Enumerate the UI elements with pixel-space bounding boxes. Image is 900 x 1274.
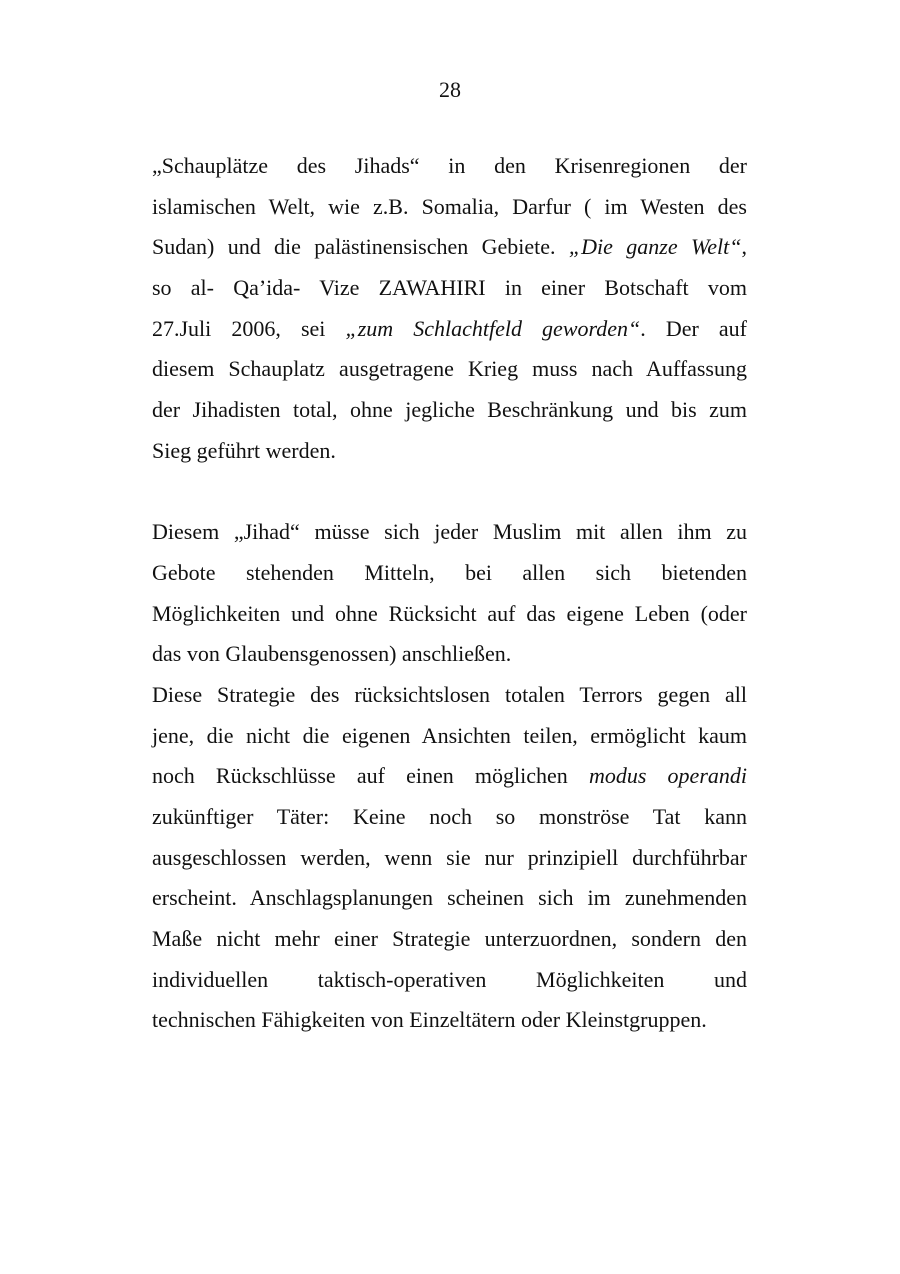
paragraph — [152, 512, 747, 675]
text-segment: Diesem „Jihad“ müsse sich jeder Muslim mit allen ihm zu — [152, 519, 747, 545]
text-segment: noch Rückschlüsse auf einen möglichen — [152, 763, 589, 789]
text-segment: erscheint. Anschlagsplanungen scheinen sich im zunehmenden — [152, 885, 747, 911]
text-line — [152, 878, 747, 919]
text-line — [152, 594, 747, 635]
text-segment: diesem Schauplatz ausgetragene Krieg muss nach Auffassung — [152, 356, 747, 382]
text-line — [152, 390, 747, 431]
italic-text: modus operandi — [588, 763, 747, 789]
paragraph — [152, 146, 747, 472]
text-segment: islamischen Welt, wie z.B. Somalia, Darfur ( im Westen des — [152, 193, 747, 219]
text-line — [152, 797, 747, 838]
text-segment: technischen Fähigkeiten von Einzeltätern oder Kleinstgruppen. — [152, 1007, 707, 1033]
text-line — [152, 431, 747, 472]
text-line — [152, 675, 747, 716]
italic-text: „Die ganze Welt“ — [568, 234, 742, 260]
text-line — [152, 512, 747, 553]
text-line — [152, 919, 747, 960]
text-segment: jene, die nicht die eigenen Ansichten teilen, ermöglicht kaum — [152, 722, 747, 748]
text-line — [152, 227, 747, 268]
text-segment: Sudan) und die palästinensischen Gebiete. — [152, 234, 569, 260]
text-line — [152, 146, 747, 187]
text-segment: das von Glaubensgenossen) anschließen. — [152, 641, 512, 667]
text-segment: Möglichkeiten und ohne Rücksicht auf das eigene Leben (oder — [152, 600, 747, 626]
text-segment: Maße nicht mehr einer Strategie unterzuordnen, sondern den — [152, 926, 747, 952]
text-line — [152, 716, 747, 757]
text-segment: . Der auf — [640, 315, 747, 341]
text-line — [152, 634, 747, 675]
text-line — [152, 187, 747, 228]
text-segment: individuellen taktisch-operativen Möglichkeiten und — [152, 966, 747, 992]
text-segment: ausgeschlossen werden, wenn sie nur prinzipiell durchführbar — [152, 844, 747, 870]
text-line — [152, 960, 747, 1001]
text-segment: Diese Strategie des rücksichtslosen totalen Terrors gegen all — [152, 681, 747, 707]
text-segment: so al- Qa’ida- Vize ZAWAHIRI in einer Botschaft vom — [152, 275, 747, 301]
text-line — [152, 838, 747, 879]
paragraph-spacer — [152, 472, 747, 513]
text-segment: „Schauplätze des Jihads“ in den Krisenregionen der — [152, 153, 747, 178]
italic-text: „zum Schlachtfeld geworden“ — [345, 315, 641, 341]
page-number: 28 — [439, 77, 461, 102]
text-line — [152, 268, 747, 309]
text-line — [152, 309, 747, 350]
text-segment: Gebote stehenden Mitteln, bei allen sich bietenden — [152, 559, 747, 585]
text-segment: , — [741, 234, 747, 260]
text-segment: zukünftiger Täter: Keine noch so monströse Tat kann — [152, 804, 747, 829]
text-segment: der Jihadisten total, ohne jegliche Beschränkung und bis zum — [152, 397, 747, 423]
body-text — [152, 146, 747, 1041]
text-line — [152, 756, 747, 797]
text-segment: 27.Juli 2006, sei — [152, 315, 346, 341]
text-line — [152, 553, 747, 594]
text-line — [152, 1000, 747, 1041]
text-line — [152, 349, 747, 390]
text-segment: Sieg geführt werden. — [152, 437, 336, 463]
paragraph — [152, 675, 747, 1041]
